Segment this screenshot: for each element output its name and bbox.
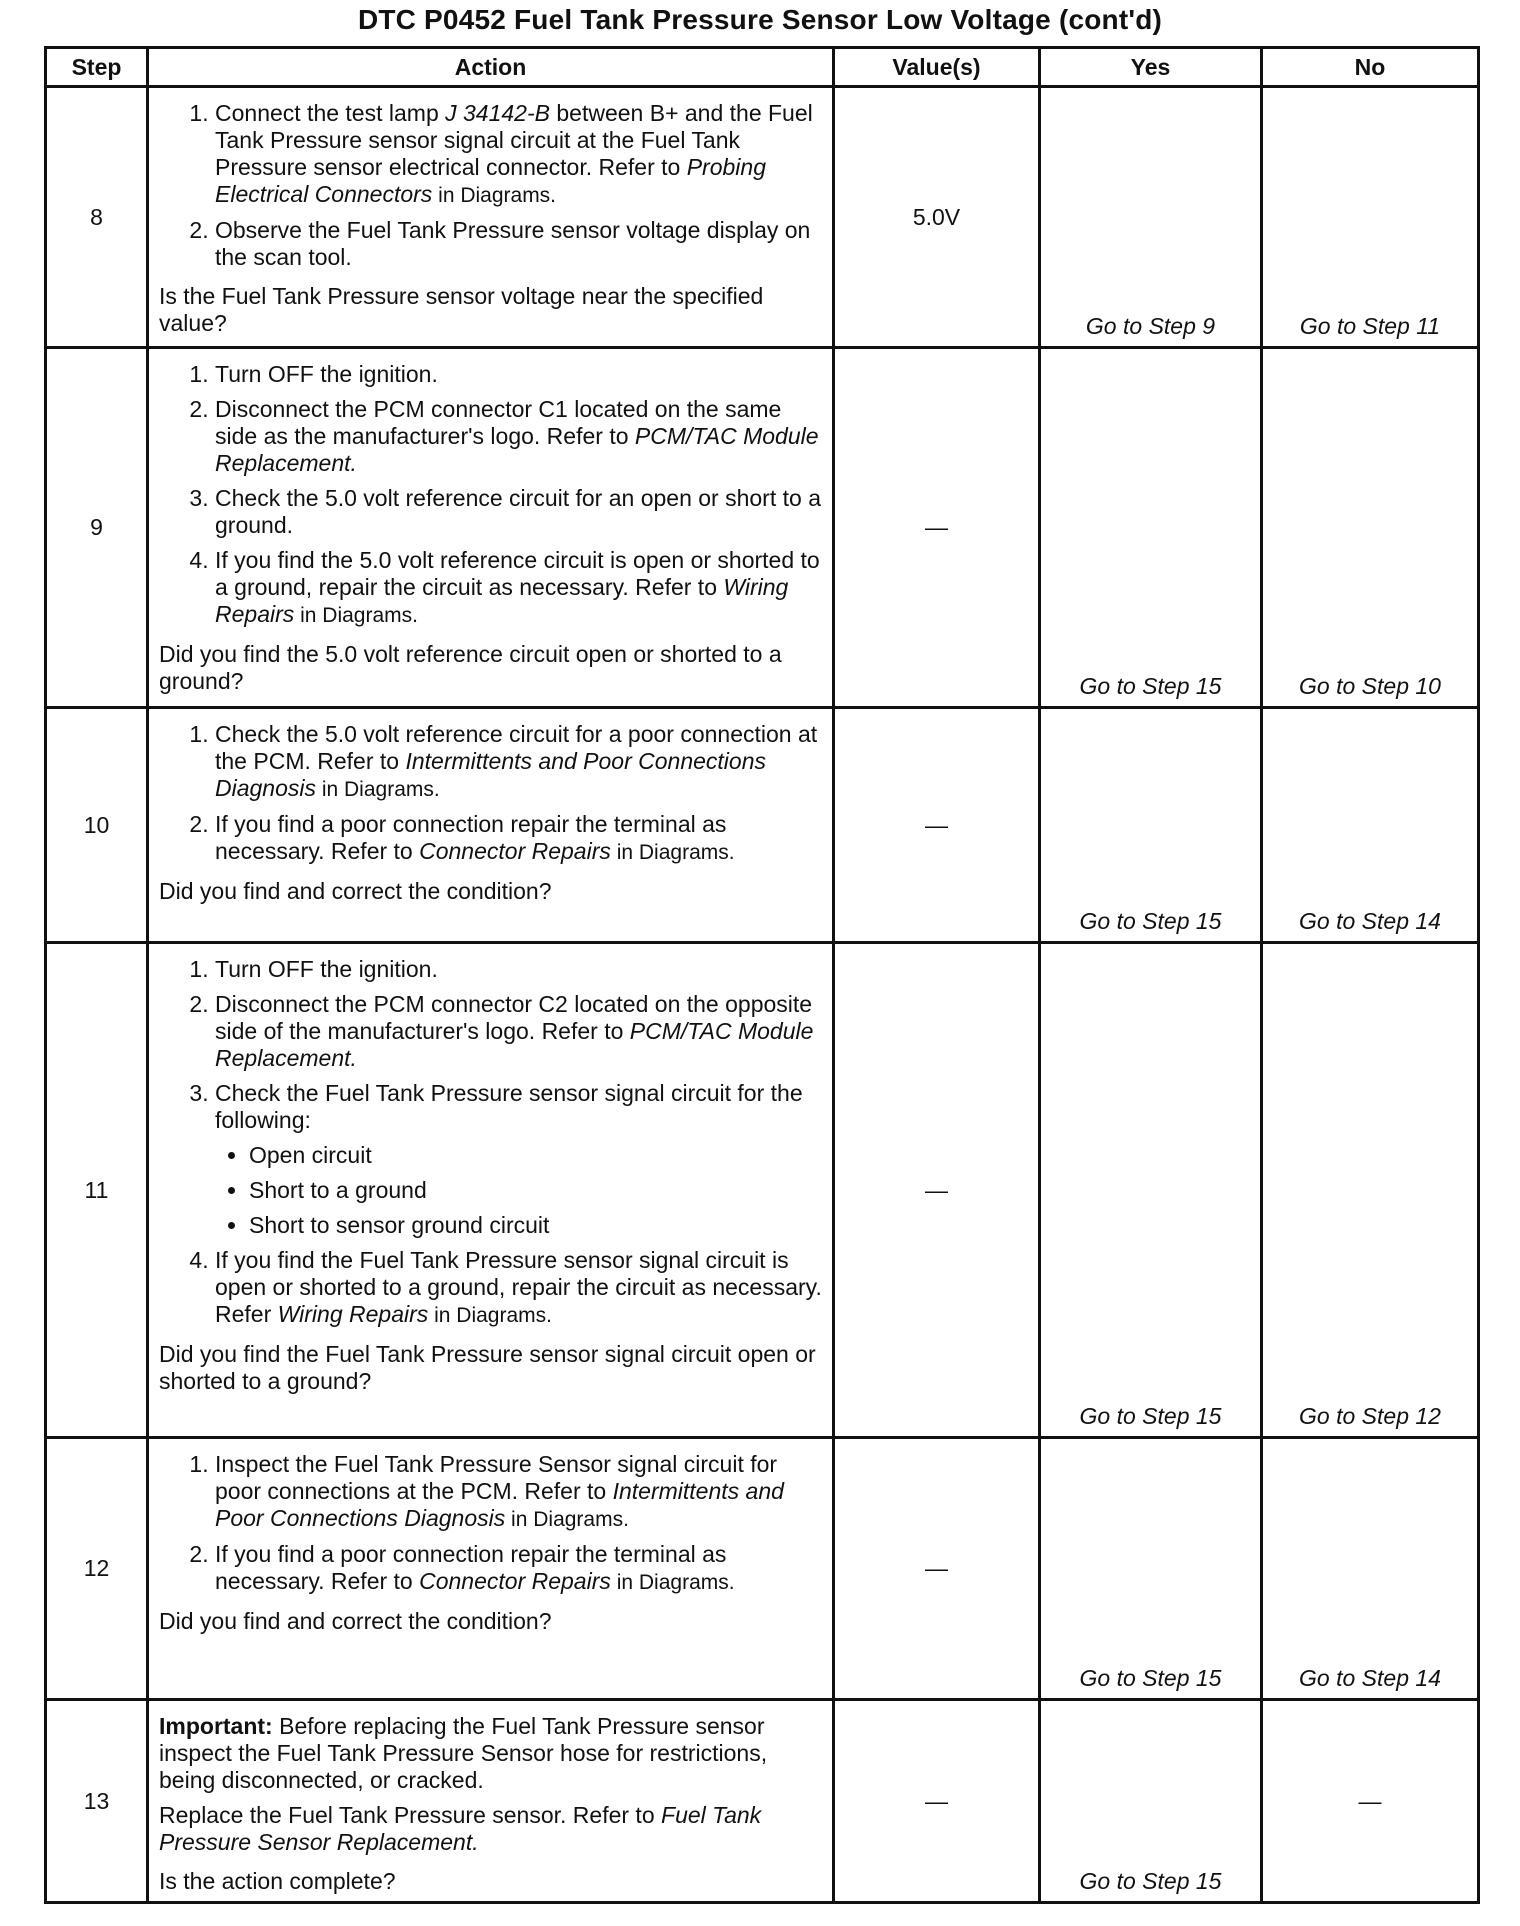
question: Did you find and correct the condition? — [159, 878, 552, 904]
list-item: 3. Check the 5.0 volt reference circuit for an open or short to a ground. — [215, 485, 824, 539]
question: Did you find the Fuel Tank Pressure sensor signal circuit open or shorted to a ground? — [159, 1341, 816, 1394]
step-number: 11 — [46, 943, 148, 1438]
yes-cell: Go to Step 15 — [1040, 1700, 1262, 1903]
yes-cell: Go to Step 15 — [1040, 943, 1262, 1438]
list-item: 4. If you find the 5.0 volt reference circuit is open or shorted to a ground, repair the circuit as necessary. Refer to Wiring Repairs in Diagrams. — [215, 547, 824, 629]
header-no: No — [1262, 48, 1479, 87]
no-cell: Go to Step 10 — [1262, 348, 1479, 708]
list-item: 4. If you find the Fuel Tank Pressure sensor signal circuit is open or shorted to a ground, repair the circuit as necessary. Refer Wiring Repairs in Diagrams. — [215, 1247, 824, 1329]
list-item: 2. If you find a poor connection repair the terminal as necessary. Refer to Connector Repairs in Diagrams. — [215, 1541, 824, 1596]
bullet-item: • Short to a ground — [249, 1177, 824, 1204]
action-list — [159, 1451, 824, 1604]
list-item: 1. Turn OFF the ignition. — [215, 956, 824, 983]
list-item: 2. If you find a poor connection repair the terminal as necessary. Refer to Connector Repairs in Diagrams. — [215, 811, 824, 866]
value-cell: — — [834, 348, 1040, 708]
bullet-item: • Open circuit — [249, 1142, 824, 1169]
replace-instruction: Replace the Fuel Tank Pressure sensor. Refer to Fuel Tank Pressure Sensor Replacement. — [159, 1802, 762, 1855]
table-row — [46, 1700, 1479, 1903]
value-cell: — — [834, 708, 1040, 943]
action-cell — [148, 87, 834, 348]
no-cell: Go to Step 11 — [1262, 87, 1479, 348]
value-cell: — — [834, 943, 1040, 1438]
table-row — [46, 348, 1479, 708]
step-number: 13 — [46, 1700, 148, 1903]
question: Is the Fuel Tank Pressure sensor voltage near the specified value? — [159, 283, 764, 336]
question: Did you find the 5.0 volt reference circuit open or shorted to a ground? — [159, 641, 782, 694]
list-item: 2. Observe the Fuel Tank Pressure sensor voltage display on the scan tool. — [215, 217, 824, 271]
yes-cell: Go to Step 15 — [1040, 1438, 1262, 1700]
header-yes: Yes — [1040, 48, 1262, 87]
no-cell: Go to Step 14 — [1262, 1438, 1479, 1700]
value-cell: 5.0V — [834, 87, 1040, 348]
step-number: 10 — [46, 708, 148, 943]
step-number: 9 — [46, 348, 148, 708]
page-title: DTC P0452 Fuel Tank Pressure Sensor Low Voltage (cont'd) — [357, 4, 1163, 35]
table-row — [46, 1438, 1479, 1700]
yes-cell: Go to Step 9 — [1040, 87, 1262, 348]
table-row — [46, 87, 1479, 348]
action-cell — [148, 1700, 834, 1903]
list-item: 1. Connect the test lamp J 34142-B between B+ and the Fuel Tank Pressure sensor signal circuit at the Fuel Tank Pressure sensor electrical connector. Refer to Probing Electrical Connectors in Diagrams. — [215, 100, 824, 209]
list-item: 1. Turn OFF the ignition. — [215, 361, 824, 388]
important-note: Important: Before replacing the Fuel Tank Pressure sensor inspect the Fuel Tank Pressure Sensor hose for restrictions, being disconnected, or cracked. — [159, 1713, 768, 1793]
list-item: 3. Check the Fuel Tank Pressure sensor signal circuit for the following: • Open circuit • Short to a ground • Short to sensor ground circuit — [215, 1080, 824, 1239]
action-list — [159, 361, 824, 637]
table-header-row — [46, 48, 1479, 87]
action-cell — [148, 1438, 834, 1700]
list-item: 1. Check the 5.0 volt reference circuit for a poor connection at the PCM. Refer to Intermittents and Poor Connections Diagnosis in Diagrams. — [215, 721, 824, 803]
header-values: Value(s) — [834, 48, 1040, 87]
no-cell: Go to Step 12 — [1262, 943, 1479, 1438]
list-item: 2. Disconnect the PCM connector C2 located on the opposite side of the manufacturer's logo. Refer to PCM/TAC Module Replacement. — [215, 991, 824, 1072]
step-number: 8 — [46, 87, 148, 348]
yes-cell: Go to Step 15 — [1040, 708, 1262, 943]
header-action: Action — [148, 48, 834, 87]
question: Is the action complete? — [159, 1868, 396, 1894]
header-step: Step — [46, 48, 148, 87]
action-list — [159, 956, 824, 1337]
action-cell — [148, 348, 834, 708]
action-list — [159, 100, 824, 279]
action-cell — [148, 943, 834, 1438]
action-cell — [148, 708, 834, 943]
yes-cell: Go to Step 15 — [1040, 348, 1262, 708]
value-cell: — — [834, 1700, 1040, 1903]
bullet-item: • Short to sensor ground circuit — [249, 1212, 824, 1239]
table-row — [46, 708, 1479, 943]
step-number: 12 — [46, 1438, 148, 1700]
action-list — [159, 721, 824, 874]
no-cell: Go to Step 14 — [1262, 708, 1479, 943]
list-item: 1. Inspect the Fuel Tank Pressure Sensor signal circuit for poor connections at the PCM. Refer to Intermittents and Poor Connections Diagnosis in Diagrams. — [215, 1451, 824, 1533]
list-item: 2. Disconnect the PCM connector C1 located on the same side as the manufacturer's logo. Refer to PCM/TAC Module Replacement. — [215, 396, 824, 477]
question: Did you find and correct the condition? — [159, 1608, 552, 1634]
no-cell: — — [1262, 1700, 1479, 1903]
table-row — [46, 943, 1479, 1438]
bullet-list — [215, 1142, 824, 1239]
diagnostic-table — [44, 46, 1480, 1904]
value-cell: — — [834, 1438, 1040, 1700]
